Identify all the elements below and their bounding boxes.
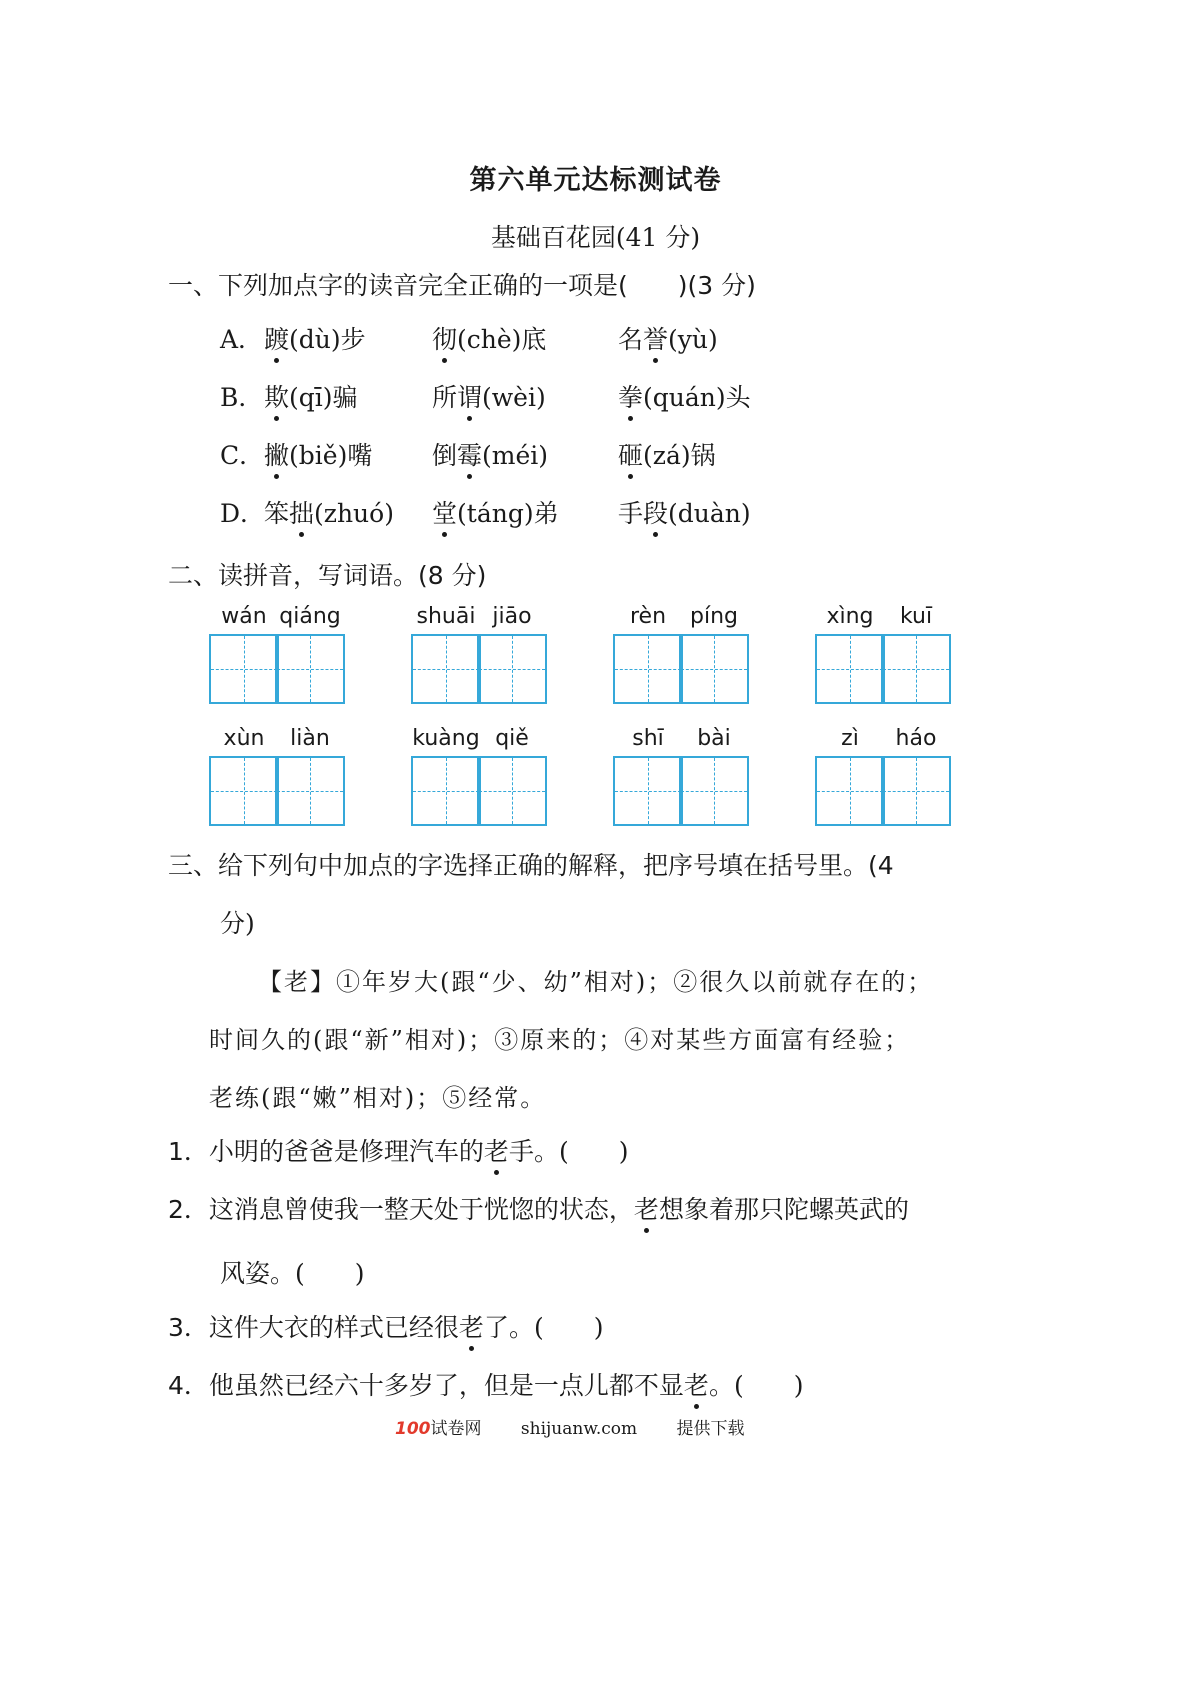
pinyin-syllable: rèn [629,604,667,629]
definition-line: 时间久的(跟“新”相对)；③原来的；④对某些方面富有经验； [209,1026,911,1054]
writing-box[interactable] [881,756,951,826]
question-3-stem: 三、给下列句中加点的字选择正确的解释，把序号填在括号里。(4 [168,851,894,880]
writing-box[interactable] [411,756,481,826]
option-letter: A． [220,325,264,354]
pinyin-syllable: wán [221,604,267,629]
pinyin-syllable: jiāo [492,604,532,629]
writing-box[interactable] [679,756,749,826]
footer [395,1414,745,1439]
pinyin-syllable: liàn [290,726,330,751]
pinyin-syllable: xìng [826,604,874,629]
sentence-item: 4．他虽然已经六十多岁了，但是一点儿都不显老。( ) [168,1366,803,1402]
question-3-stem-cont: 分) [220,909,255,938]
writing-box[interactable] [881,634,951,704]
pinyin-syllable: kuàng [412,726,480,751]
sentence-item-cont: 风姿。( ) [220,1259,365,1288]
pinyin-syllable: zì [841,726,859,751]
writing-box[interactable] [275,634,345,704]
option-letter: D． [220,499,266,528]
sentence-item: 2．这消息曾使我一整天处于恍惚的状态，老想象着那只陀螺英武的 [168,1190,909,1226]
question-2-stem: 二、读拼音，写词语。(8 分) [168,561,487,590]
option-item: 所谓(wèi) [432,378,546,414]
writing-box[interactable] [815,634,885,704]
writing-box[interactable] [209,756,279,826]
option-item: 名誉(yù) [618,320,718,356]
option-item: 欺(qī)骗 [264,378,358,414]
writing-box[interactable] [209,634,279,704]
option-letter: B． [220,383,264,412]
sentence-item: 1．小明的爸爸是修理汽车的老手。( ) [168,1132,628,1168]
download-note: 提供下载 [676,1419,745,1439]
site-logo: 100 [395,1419,431,1439]
option-item: 倒霉(méi) [432,436,548,472]
writing-box[interactable] [477,634,547,704]
pinyin-syllable: shī [632,726,664,751]
writing-box[interactable] [613,756,683,826]
pinyin-syllable: píng [690,604,738,629]
site-name: 试卷网 [430,1419,482,1439]
site-url[interactable]: shijuanw.com [520,1419,638,1439]
pinyin-syllable: kuī [899,604,933,629]
writing-box[interactable] [411,634,481,704]
option-item: 拳(quán)头 [618,378,751,414]
page-title: 第六单元达标测试卷 [469,165,722,196]
option-letter: C． [220,441,265,470]
writing-box[interactable] [477,756,547,826]
option-item: 彻(chè)底 [432,320,546,356]
pinyin-syllable: qiě [495,726,529,751]
option-item: 撇(biě)嘴 [264,436,372,472]
writing-box[interactable] [613,634,683,704]
pinyin-syllable: qiáng [279,604,341,629]
pinyin-syllable: xùn [223,726,265,751]
option-item: 笨拙(zhuó) [264,494,394,530]
pinyin-syllable: bài [697,726,731,751]
definition-line: 老练(跟“嫩”相对)；⑤经常。 [209,1084,547,1112]
option-item: 砸(zá)锅 [618,436,716,472]
option-item: 手段(duàn) [618,494,751,530]
pinyin-syllable: shuāi [416,604,476,629]
option-item: 踱(dù)步 [264,320,366,356]
writing-box[interactable] [679,634,749,704]
section-subtitle: 基础百花园(41 分) [490,223,701,252]
writing-box[interactable] [275,756,345,826]
pinyin-syllable: háo [895,726,937,751]
writing-box[interactable] [815,756,885,826]
question-1-stem: 一、下列加点字的读音完全正确的一项是( )(3 分) [168,271,756,300]
option-item: 堂(táng)弟 [432,494,559,530]
definition-line: 【老】①年岁大(跟“少、幼”相对)；②很久以前就存在的； [258,968,934,996]
sentence-item: 3．这件大衣的样式已经很老了。( ) [168,1308,603,1344]
